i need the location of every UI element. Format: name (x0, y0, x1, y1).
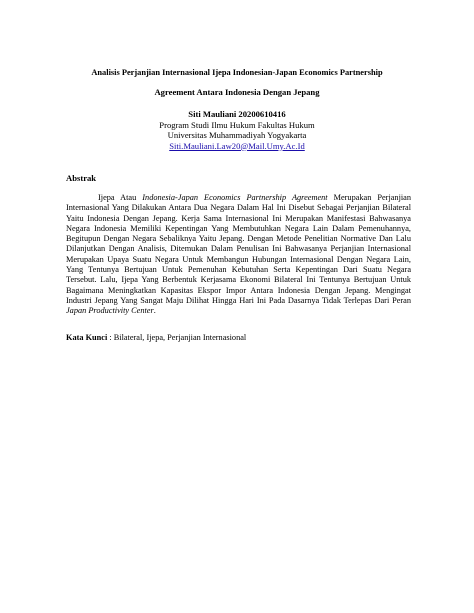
author-email-link[interactable]: Siti.Mauliani.Law20@Mail.Umy.Ac.Id (169, 140, 305, 151)
abstract-paragraph (66, 193, 411, 317)
keywords-line (66, 333, 411, 343)
author-name: Siti Mauliani 20200610416 (188, 109, 286, 119)
abstract-heading: Abstrak (66, 173, 97, 183)
abstract-lead: Ijepa Atau (98, 193, 137, 202)
abstract-body-text: Merupakan Perjanjian Internasional Yang Dilakukan Antara Dua Negara Dalam Hal Ini Disebut Sebagai Perjanjian Bilateral Yaitu Indonesia Dengan Jepang. Kerja Sama Internasional Ini Merupakan Manifestasi Bahwasanya Negara Indonesia Memiliki Kepentingan Yang Membutuhkan Negara Lain Dalam Pemenuhannya, Begitupun Dengan Negara Sebaliknya Yaitu Jepang. Dengan Metode Penelitian Normative Dan Lalu Dilanjutkan Dengan Analisis, Ditemukan Dalam Penulisan Ini Bahwasanya Perjanjian Internasional Merupakan Upaya Suatu Negara Untuk Membangun Hubungan Internasional Dengan Negara Lain, Yang Tentunya Bertujuan Untuk Pemenuhan Kebutuhan Serta Kepentingan Dari Suatu Negara Tersebut. Lalu, Ijepa Yang Berbentuk Kerjasama Ekonomi Bilateral Ini Tentunya Bertujuan Untuk Bagaimana Meningkatkan Kapasitas Ekspor Impor Antara Indonesia Dengan Jepang. Mengingat Industri Jepang Yang Sangat Maju Dilihat Hingga Hari Ini Pada Dasarnya Tidak Terlepas Dari Peran (66, 193, 412, 305)
abstract-closing-italic: Japan Productivity Center (66, 306, 154, 316)
keywords-label: Kata Kunci (66, 333, 108, 342)
abstract-italic-term: Indonesia-Japan Economics Partnership Agreement (142, 193, 328, 202)
abstract-closing-end: . (153, 306, 156, 316)
keywords-separator: : (107, 333, 114, 342)
paper-title: Analisis Perjanjian Internasional Ijepa Indonesian-Japan Economics Partnership (91, 68, 383, 77)
keywords-value: Bilateral, Ijepa, Perjanjian Internasional (113, 333, 247, 342)
author-university: Universitas Muhammadiyah Yogyakarta (167, 130, 307, 140)
paper-subtitle: Agreement Antara Indonesia Dengan Jepang (154, 87, 320, 97)
author-program: Program Studi Ilmu Hukum Fakultas Hukum (159, 119, 315, 130)
author-block (40, 109, 434, 151)
